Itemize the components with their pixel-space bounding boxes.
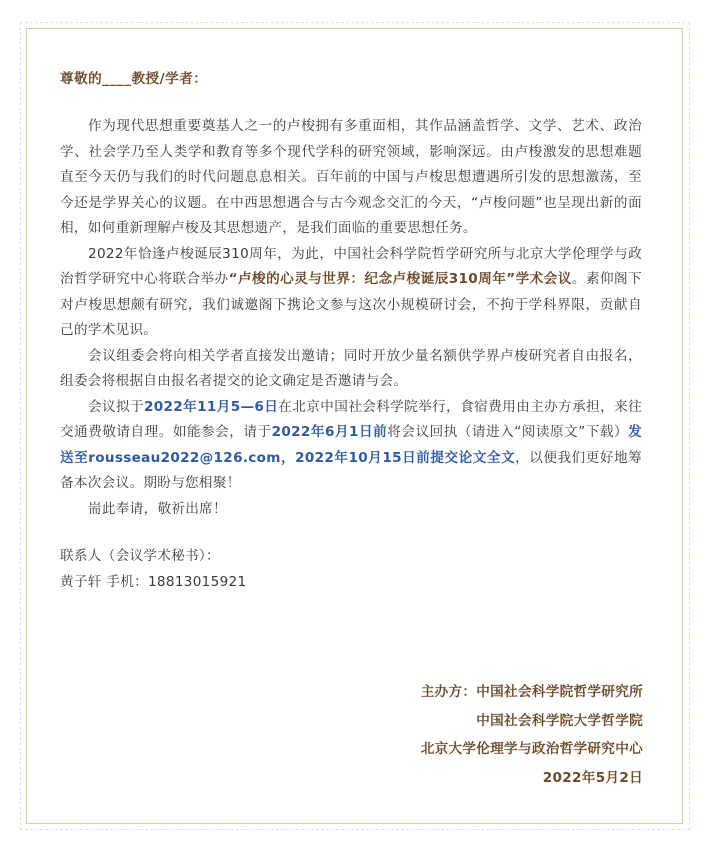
announcement-text-cont: 。素仰阁下对卢梭思想颇有研究，我们诚邀阁下携论文参与这次小规模研讨会，不拘于学科界限，贡献自己的学术见识。 — [60, 271, 642, 338]
letter-body — [60, 66, 642, 595]
logistics-text: 会议拟于 — [88, 398, 144, 415]
paragraph-announcement — [60, 242, 642, 344]
organizer-line-3: 北京大学伦理学与政治哲学研究中心 — [420, 741, 643, 757]
organizers-block — [421, 678, 643, 792]
contact-label: 联系人（会议学术秘书）： — [60, 548, 220, 564]
submission-email[interactable]: 发送至rousseau2022@126.com，2022年10月15日前提交论文全文 — [60, 424, 642, 466]
conference-title: “卢梭的心灵与世界：纪念卢梭诞辰310周年”学术会议 — [228, 271, 572, 287]
logistics-text-4: ，以便我们更好地筹备本次会议。期盼与您相聚！ — [60, 449, 642, 491]
contact-block — [60, 544, 642, 595]
announcement-text: 2022年恰逢卢梭诞辰310周年，为此，中国社会科学院哲学研究所与北京大学伦理学与政治哲学研究中心将联合举办 — [60, 245, 642, 287]
logistics-text-2: 在北京中国社会科学院举行，食宿费用由主办方承担，来往交通费敬请自理。如能参会，请于 — [60, 398, 642, 440]
contact-person: 黄子轩 手机：18813015921 — [60, 573, 247, 590]
closing-remark: 耑此奉请，敬祈出席！ — [88, 500, 227, 517]
conference-date: 2022年11月5—6日 — [143, 398, 279, 415]
paragraph-registration: 会议组委会将向相关学者直接发出邀请；同时开放少量名额供学界卢梭研究者自由报名，组委会将根据自由报名者提交的论文确定是否邀请与会。 — [60, 347, 642, 389]
organizer-line-2: 中国社会科学院大学哲学院 — [476, 712, 643, 729]
letter-date: 2022年5月2日 — [542, 769, 643, 786]
salutation: 尊敬的____教授/学者： — [60, 71, 208, 87]
organizer-line-1: 主办方：中国社会科学院哲学研究所 — [420, 684, 643, 700]
logistics-text-3: 将会议回执（请进入“阅读原文”下载） — [387, 424, 629, 440]
paragraph-intro: 作为现代思想重要奠基人之一的卢梭拥有多重面相，其作品涵盖哲学、文学、艺术、政治学、社会学乃至人类学和教育等多个现代学科的研究领域，影响深远。由卢梭激发的思想难题直至今天仍与我们的时代问题息息相关。百年前的中国与卢梭思想遭遇所引发的思想激荡，至今还是学界关心的议题。在中西思想遇合与古今观念交汇的今天，“卢梭问题”也呈现出新的面相，如何重新理解卢梭及其思想遗产，是我们面临的重要思想任务。 — [60, 118, 642, 236]
reply-deadline: 2022年6月1日前 — [271, 424, 388, 440]
paragraph-logistics — [60, 395, 642, 497]
